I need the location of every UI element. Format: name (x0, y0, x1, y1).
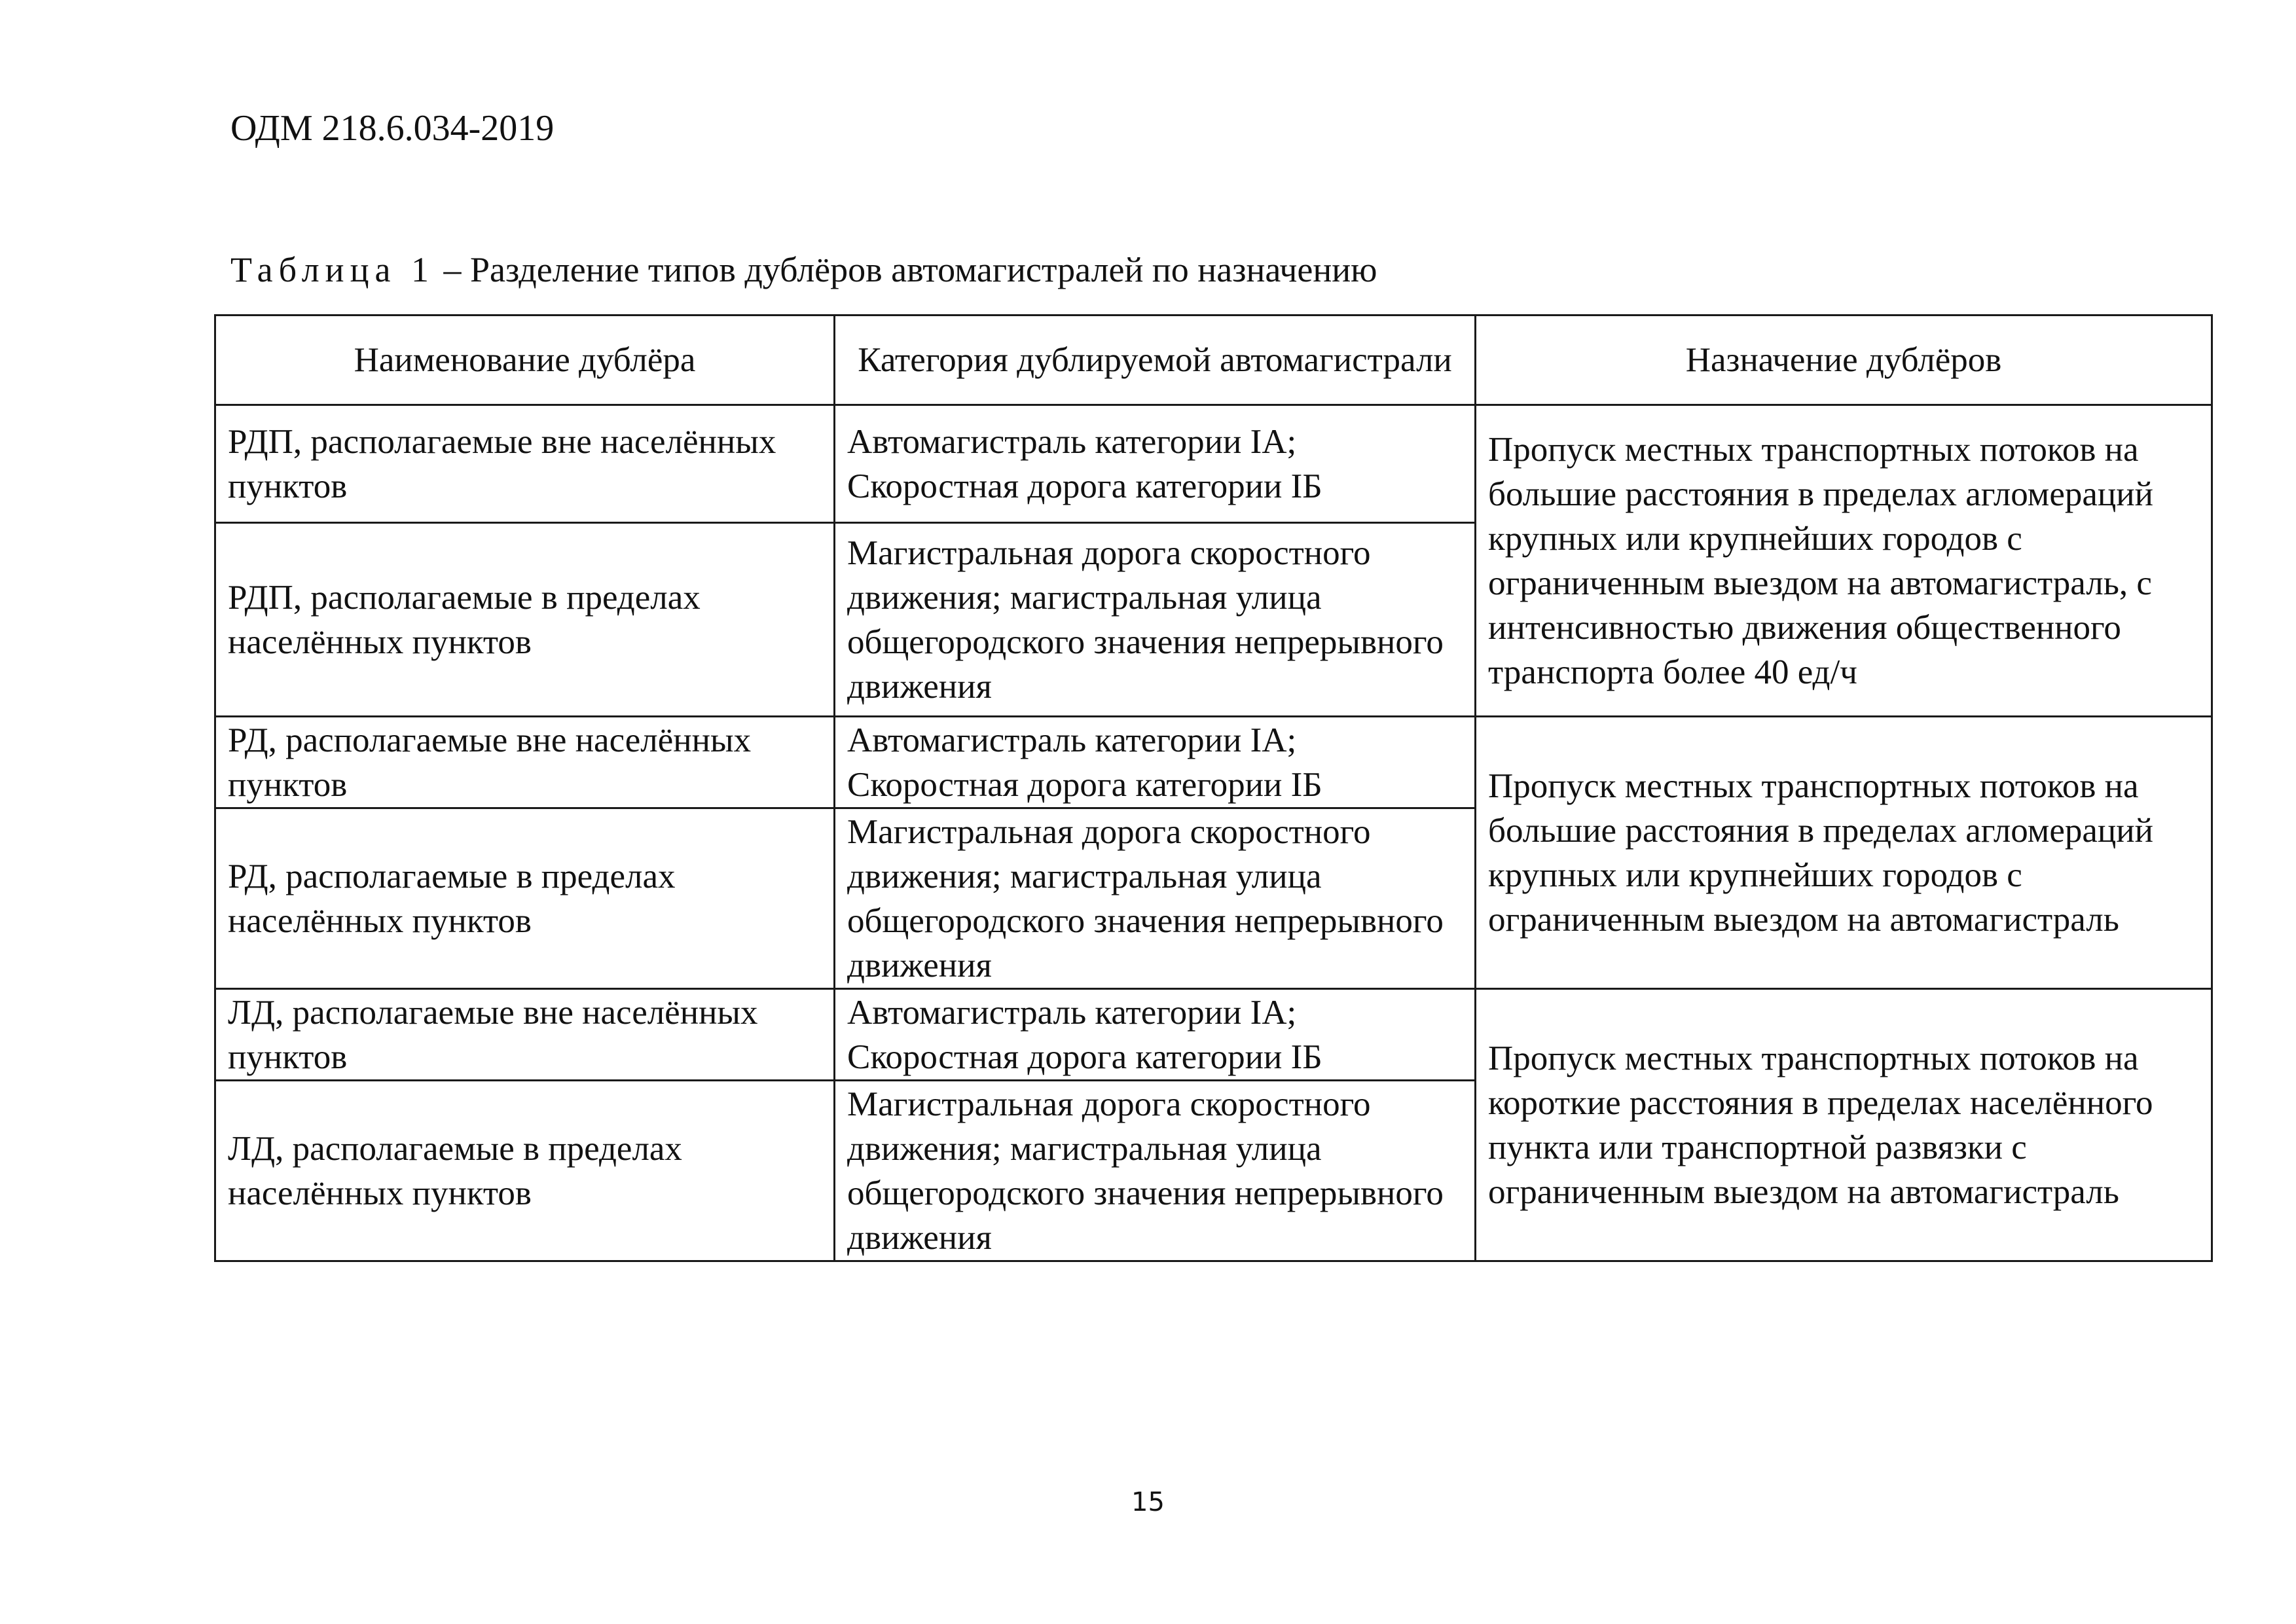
table-caption-label: Таблица 1 (230, 250, 435, 289)
cell-name: ЛД, располагаемые вне населённых пунктов (215, 989, 835, 1081)
cell-category: Магистральная дорога скоростного движения; магистральная улица общегородского значения непрерывного движения (835, 808, 1476, 989)
header-purpose: Назначение дублёров (1476, 316, 2212, 405)
table-row (215, 989, 2212, 1081)
document-code: ОДМ 218.6.034-2019 (230, 108, 555, 149)
table-row (215, 717, 2212, 808)
cell-category: Автомагистраль категории IA; Скоростная дорога категории IБ (835, 405, 1476, 523)
cell-name: РД, располагаемые вне населённых пунктов (215, 717, 835, 808)
table-header-row (215, 316, 2212, 405)
duplicates-table (214, 314, 2213, 1262)
header-name: Наименование дублёра (215, 316, 835, 405)
cell-category: Магистральная дорога скоростного движения; магистральная улица общегородского значения непрерывного движения (835, 1081, 1476, 1261)
page-number: 15 (1131, 1487, 1165, 1517)
cell-purpose: Пропуск местных транспортных потоков на короткие расстояния в пределах населённого пункта или транспортной развязки с ограниченным выездом на автомагистраль (1476, 989, 2212, 1261)
cell-purpose: Пропуск местных транспортных потоков на большие расстояния в пределах агломераций крупных или крупнейших городов с ограниченным выездом на автомагистраль, с интенсивностью движения общественного транспорта более 40 ед/ч (1476, 405, 2212, 717)
cell-category: Магистральная дорога скоростного движения; магистральная улица общегородского значения непрерывного движения (835, 523, 1476, 717)
table-caption (230, 252, 1377, 287)
cell-name: РД, располагаемые в пределах населённых пунктов (215, 808, 835, 989)
table-caption-text: – Разделение типов дублёров автомагистралей по назначению (434, 250, 1377, 289)
cell-category: Автомагистраль категории IA; Скоростная дорога категории IБ (835, 717, 1476, 808)
table-row (215, 405, 2212, 523)
cell-name: ЛД, располагаемые в пределах населённых пунктов (215, 1081, 835, 1261)
header-category: Категория дублируемой автомагистрали (835, 316, 1476, 405)
cell-name: РДП, располагаемые вне населённых пунктов (215, 405, 835, 523)
cell-name: РДП, располагаемые в пределах населённых пунктов (215, 523, 835, 717)
cell-purpose: Пропуск местных транспортных потоков на большие расстояния в пределах агломераций крупных или крупнейших городов с ограниченным выездом на автомагистраль (1476, 717, 2212, 989)
cell-category: Автомагистраль категории IA; Скоростная дорога категории IБ (835, 989, 1476, 1081)
